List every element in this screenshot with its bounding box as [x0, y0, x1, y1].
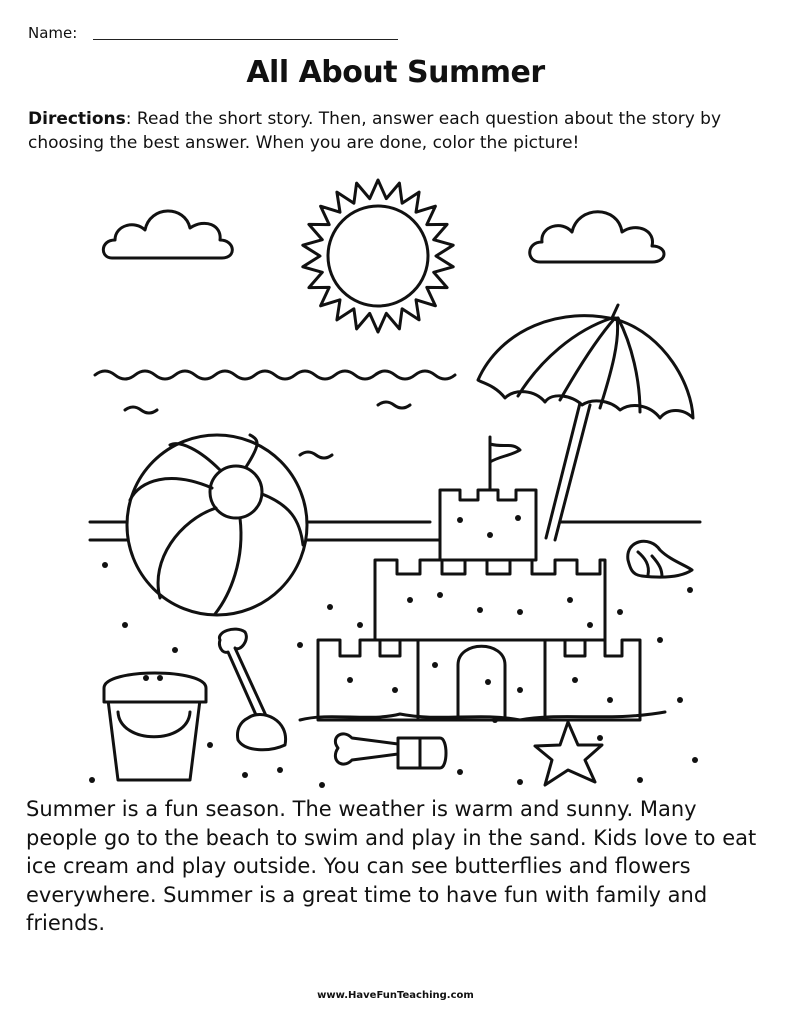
beach-ball-icon [127, 435, 307, 615]
seashell-icon [628, 541, 692, 577]
directions-text: : Read the short story. Then, answer each question about the story by choosing the best answer. When you are done, color the picture! [28, 109, 722, 153]
bucket-icon [104, 673, 206, 780]
starfish-icon [535, 722, 602, 785]
page-title: All About Summer [246, 55, 545, 90]
sun-icon [303, 180, 453, 332]
flag-icon [490, 437, 520, 490]
footer-website: www.HaveFunTeaching.com [317, 990, 474, 1001]
sandcastle-icon [300, 490, 665, 720]
name-field [28, 24, 398, 42]
name-blank-line[interactable] [93, 38, 398, 40]
rake-icon [335, 734, 446, 768]
shovel-icon [219, 629, 285, 750]
name-label: Name: [28, 24, 78, 42]
directions [28, 107, 758, 155]
story-paragraph: Summer is a fun season. The weather is warm and sunny. Many people go to the beach to swim and play in the sand. Kids love to eat ice cream and play outside. You can see butterflies and flowers everywhere. Summer is a great time to have fun with family and friends. [26, 797, 757, 935]
cloud-icon [103, 211, 232, 258]
beach-illustration [0, 170, 791, 790]
cloud-icon [530, 212, 664, 262]
directions-label: Directions [28, 109, 126, 129]
